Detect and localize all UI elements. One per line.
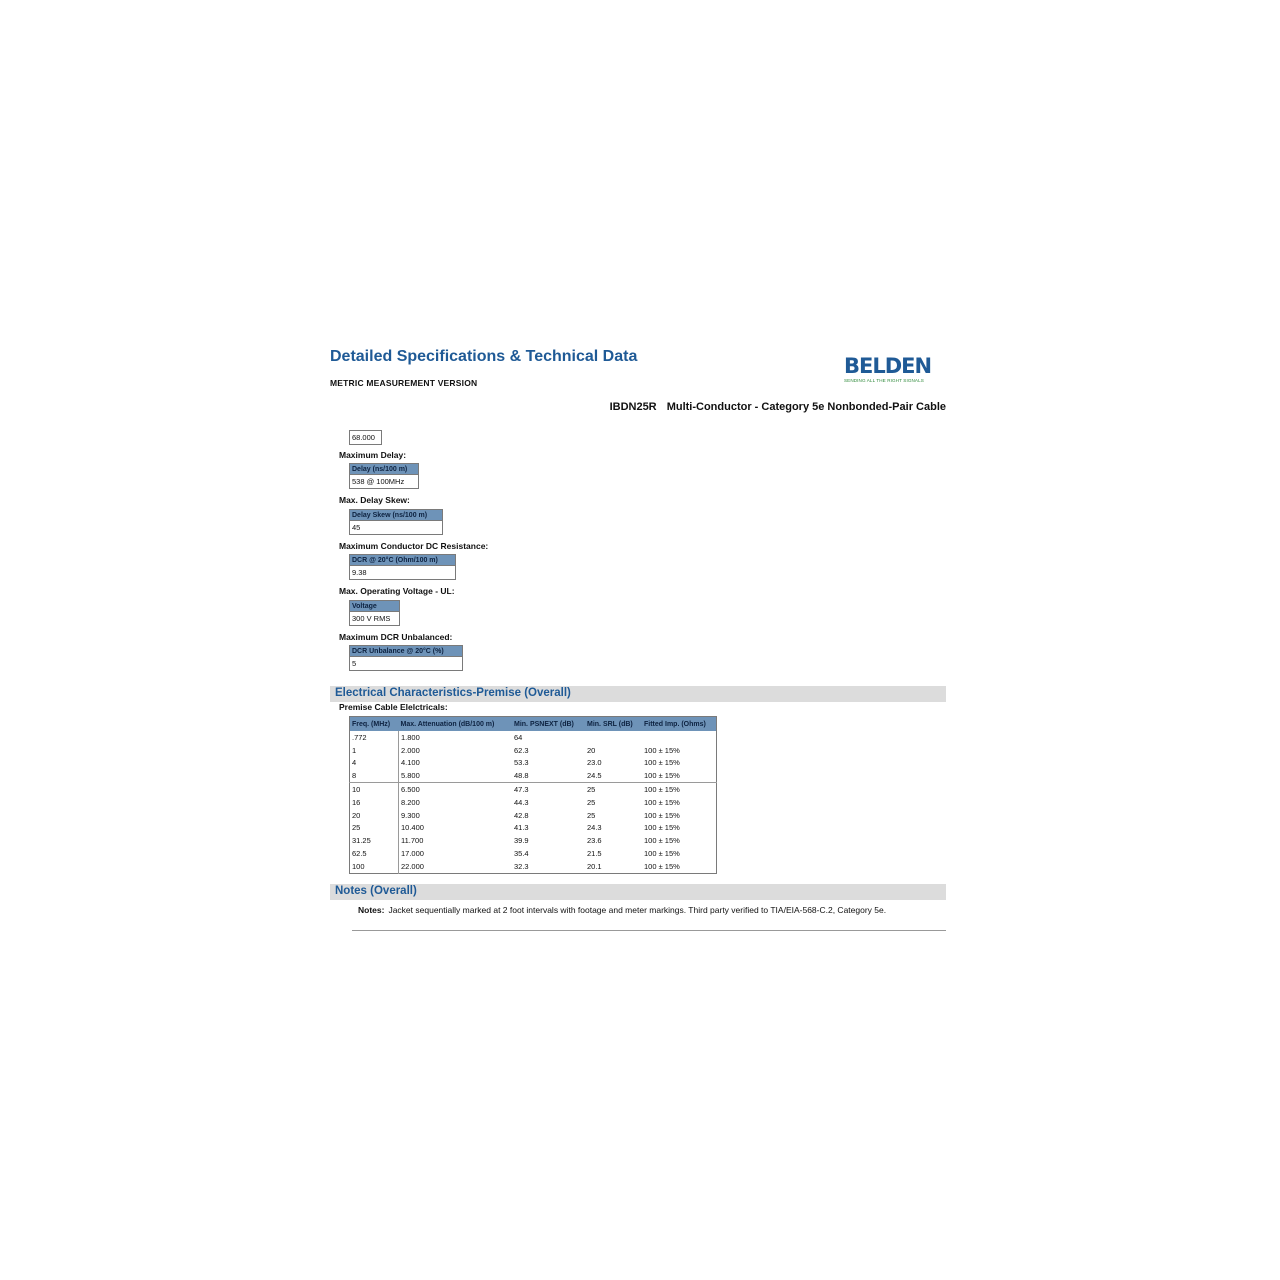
- cell-freq: 10: [350, 783, 399, 796]
- page-title: Detailed Specifications & Technical Data: [330, 348, 638, 365]
- cell-attenuation: 6.500: [399, 783, 513, 796]
- dcr-box: [349, 554, 456, 580]
- cell-psnext: 62.3: [514, 745, 529, 755]
- cell-psnext: 48.8: [514, 771, 529, 781]
- cell-impedance: 100 ± 15%: [644, 758, 680, 768]
- cell-attenuation: 22.000: [401, 861, 424, 871]
- voltage-value: 300 V RMS: [352, 614, 391, 623]
- cell-attenuation: 8.200: [401, 797, 420, 807]
- cell-attenuation: 1.800: [401, 732, 420, 742]
- cell-psnext: 64: [514, 732, 523, 742]
- cell-freq: 100: [350, 860, 399, 873]
- col-psnext: Min. PSNEXT (dB): [512, 717, 585, 732]
- col-srl: Min. SRL (dB): [585, 717, 642, 732]
- bottom-divider: [352, 930, 946, 931]
- table-row: [350, 860, 717, 873]
- delay-skew-value: 45: [352, 523, 361, 532]
- dcr-label: Maximum Conductor DC Resistance:: [339, 541, 489, 551]
- top-value: 68.000: [352, 433, 375, 442]
- voltage-header: Voltage: [350, 601, 399, 612]
- cell-impedance: 100 ± 15%: [644, 810, 680, 820]
- dcr-unbalance-box: [349, 645, 463, 671]
- cell-srl: 20.1: [587, 861, 602, 871]
- product-heading: [610, 401, 946, 413]
- cell-impedance: 100 ± 15%: [644, 745, 680, 755]
- cell-freq: 16: [350, 796, 399, 809]
- page-subtitle: METRIC MEASUREMENT VERSION: [330, 378, 478, 388]
- cell-attenuation: 5.800: [401, 771, 420, 781]
- cell-impedance: 100 ± 15%: [644, 861, 680, 871]
- voltage-box: [349, 600, 400, 626]
- cell-srl: 25: [587, 797, 596, 807]
- col-attenuation: Max. Attenuation (dB/100 m): [399, 717, 513, 732]
- max-delay-label: Maximum Delay:: [339, 450, 407, 460]
- table-row: [350, 847, 717, 860]
- table-row: [350, 757, 717, 770]
- table-row: [350, 731, 717, 744]
- notes-section-title: Notes (Overall): [335, 885, 417, 897]
- electrical-table-label: Premise Cable Elelctricals:: [339, 702, 448, 712]
- cell-srl: 25: [585, 783, 642, 796]
- logo-tagline: SENDING ALL THE RIGHT SIGNALS: [844, 378, 924, 383]
- dcr-unbalance-value: 5: [352, 659, 357, 668]
- cell-srl: 24.5: [587, 771, 602, 781]
- cell-freq: .772: [350, 731, 399, 744]
- electrical-section-title: Electrical Characteristics-Premise (Overall): [335, 687, 571, 699]
- cell-attenuation: 17.000: [401, 849, 424, 859]
- cell-srl: 21.5: [587, 849, 602, 859]
- electrical-section-bar: [330, 686, 946, 702]
- cell-psnext: 41.3: [514, 823, 529, 833]
- table-row: [350, 796, 717, 809]
- product-code: IBDN25R: [609, 401, 657, 413]
- cell-psnext: 32.3: [514, 861, 529, 871]
- table-row: [350, 744, 717, 757]
- cell-srl: 25: [587, 810, 596, 820]
- cell-srl: 23.6: [587, 836, 602, 846]
- belden-logo: [844, 356, 934, 383]
- cell-psnext: 42.8: [514, 810, 529, 820]
- cell-psnext: 47.3: [512, 783, 585, 796]
- cell-attenuation: 2.000: [401, 745, 420, 755]
- table-row: [350, 834, 717, 847]
- cell-attenuation: 10.400: [401, 823, 424, 833]
- table-row: [350, 822, 717, 835]
- notes-text: Jacket sequentially marked at 2 foot intervals with footage and meter markings. Third party verified to TIA/EIA-568-C.2, Category 5e.: [388, 905, 887, 915]
- notes-section-bar: [330, 884, 946, 900]
- dcr-unbalance-header: DCR Unbalance @ 20°C (%): [350, 646, 462, 657]
- voltage-label: Max. Operating Voltage - UL:: [339, 586, 455, 596]
- delay-skew-label: Max. Delay Skew:: [339, 495, 410, 505]
- electrical-table: [349, 716, 717, 874]
- logo-wordmark: BELDEN: [844, 354, 932, 378]
- delay-skew-header: Delay Skew (ns/100 m): [350, 510, 442, 521]
- cell-attenuation: 11.700: [401, 836, 424, 846]
- table-row: [350, 783, 717, 796]
- cell-attenuation: 9.300: [401, 810, 420, 820]
- cell-srl: 20: [587, 745, 596, 755]
- product-name: Multi-Conductor - Category 5e Nonbonded-Pair Cable: [666, 401, 946, 413]
- cell-impedance: 100 ± 15%: [644, 849, 680, 859]
- cell-psnext: 53.3: [514, 758, 529, 768]
- col-impedance: Fitted Imp. (Ohms): [642, 717, 717, 732]
- cell-impedance: 100 ± 15%: [644, 771, 680, 781]
- cell-impedance: 100 ± 15%: [642, 783, 717, 796]
- cell-psnext: 39.9: [514, 836, 529, 846]
- cell-freq: 8: [350, 769, 399, 782]
- cell-freq: 25: [350, 822, 399, 835]
- cell-impedance: 100 ± 15%: [644, 797, 680, 807]
- cell-psnext: 35.4: [514, 849, 529, 859]
- col-freq: Freq. (MHz): [350, 717, 399, 732]
- cell-freq: 31.25: [350, 834, 399, 847]
- cell-srl: [585, 731, 642, 744]
- cell-freq: 4: [350, 757, 399, 770]
- cell-srl: 24.3: [587, 823, 602, 833]
- cell-freq: 20: [350, 809, 399, 822]
- cell-impedance: 100 ± 15%: [644, 823, 680, 833]
- cell-srl: 23.0: [587, 758, 602, 768]
- electrical-table-header: [350, 717, 717, 732]
- cell-freq: 62.5: [350, 847, 399, 860]
- top-value-box: [349, 430, 382, 445]
- table-row: [350, 809, 717, 822]
- table-row: [350, 769, 717, 782]
- notes-block: [358, 905, 888, 916]
- cell-attenuation: 4.100: [401, 758, 420, 768]
- dcr-value: 9.38: [352, 568, 367, 577]
- max-delay-header: Delay (ns/100 m): [350, 464, 418, 475]
- max-delay-value: 538 @ 100MHz: [352, 477, 405, 486]
- cell-impedance: [642, 731, 717, 744]
- delay-skew-box: [349, 509, 443, 535]
- notes-label: Notes:: [358, 905, 385, 915]
- cell-freq: 1: [350, 744, 399, 757]
- cell-psnext: 44.3: [514, 797, 529, 807]
- cell-impedance: 100 ± 15%: [644, 836, 680, 846]
- max-delay-box: [349, 463, 419, 489]
- dcr-header: DCR @ 20°C (Ohm/100 m): [350, 555, 455, 566]
- dcr-unbalance-label: Maximum DCR Unbalanced:: [339, 632, 453, 642]
